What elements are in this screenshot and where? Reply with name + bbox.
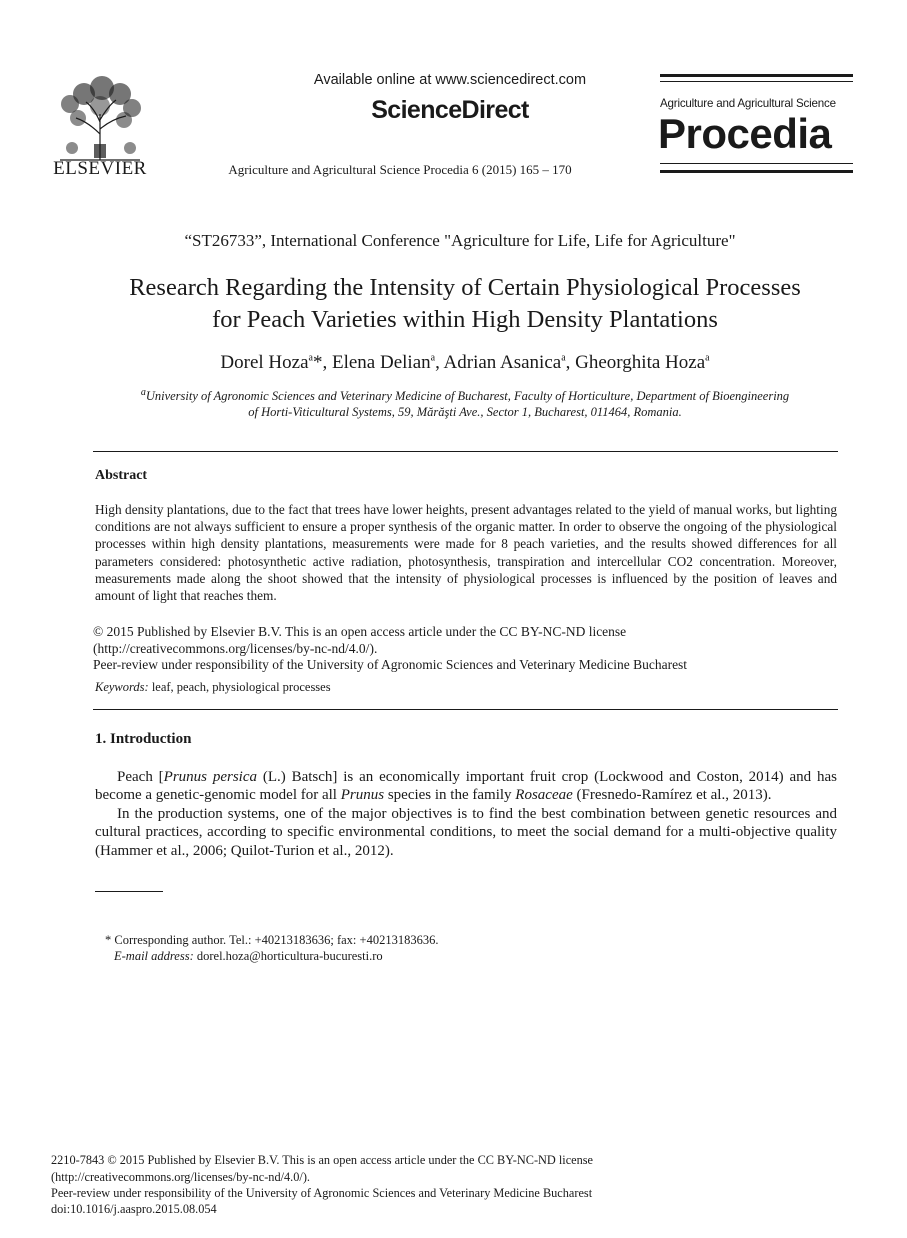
footer-paren-close: ). [302,1170,310,1184]
footer-doi: doi:10.1016/j.aaspro.2015.08.054 [51,1202,217,1216]
corresponding-author: * Corresponding author. Tel.: +40213183636; fax: +40213183636. [105,933,439,947]
footer-paren-open: ( [51,1170,56,1184]
peer-review-notice: Peer-review under responsibility of the University of Agronomic Sciences and Veterinary Medicine Bucharest [93,657,688,672]
p1-species: Prunus persica [163,769,257,785]
footer-license-link[interactable]: http://creativecommons.org/licenses/by-nc-nd/4.0/ [55,1170,303,1184]
keywords-label: Keywords: [95,680,149,694]
elsevier-wordmark: ELSEVIER [53,158,147,179]
introduction-heading: 1. Introduction [95,731,192,747]
p1-text-b: (L.) Batsch] is an economically important fruit crop (Lockwood and Coston, 2014) and has become a genetic-genomic model for all [95,769,837,804]
procedia-top-rule [660,74,853,77]
divider-top [93,451,838,452]
elsevier-logo [50,74,150,182]
intro-paragraph-2 [95,805,837,860]
copyright-notice [93,624,835,657]
procedia-bottom-thin-rule [660,163,853,164]
p2-text: In the production systems, one of the major objectives is to find the best combination between genetic resources and cultural practices, according to specific environmental conditions, to meet the social demand for a multi-objective quality (Hammer et al., 2006; Quilot-Turion et al., 2012). [95,806,837,859]
footer-issn-line: 2210-7843 © 2015 Published by Elsevier B.V. This is an open access article under the CC BY-NC-ND license [51,1153,594,1167]
author-email [114,949,383,964]
intro-paragraph-1 [95,768,837,805]
sciencedirect-logo: ScienceDirect [371,96,529,124]
title-line-2: for Peach Varieties within High Density Plantations [212,306,718,333]
author-name: Gheorghita Hoza [575,352,706,373]
keywords-list: leaf, peach, physiological processes [151,680,331,694]
copyright-line: © 2015 Published by Elsevier B.V. This is an open access article under the CC BY-NC-ND license [93,624,627,639]
p1-family: Rosaceae [515,787,573,804]
license-link[interactable]: http://creativecommons.org/licenses/by-nc-nd/4.0/ [97,640,370,656]
email-label: E-mail address: [114,949,194,963]
author-affiliation-mark: a [705,352,710,364]
divider-bottom [93,709,838,710]
affiliation [80,388,850,420]
author-affiliation-mark: a [561,352,566,364]
p1-text-a: Peach [ [117,769,164,785]
elsevier-tree-icon [50,74,150,162]
procedia-top-thin-rule [660,81,853,82]
email-address[interactable]: dorel.hoza@horticultura-bucuresti.ro [196,949,383,963]
available-online-text: Available online at www.sciencedirect.com [313,72,587,88]
corresponding-star: * [312,352,323,373]
procedia-subtitle: Agriculture and Agricultural Science [660,97,836,110]
author-affiliation-mark: a [430,352,436,364]
author-name: Elena Delian [331,352,431,373]
author-affiliation-mark: a [308,352,313,364]
author-separator: , [435,352,444,373]
footer-peer-review: Peer-review under responsibility of the University of Agronomic Sciences and Veterinary Medicine Bucharest [51,1186,593,1200]
journal-citation: Agriculture and Agricultural Science Procedia 6 (2015) 165 – 170 [228,162,572,177]
paren-open: ( [93,640,98,656]
procedia-bottom-rule [660,170,853,173]
procedia-title: Procedia [658,110,832,157]
keywords [95,680,837,695]
abstract-heading: Abstract [95,468,148,483]
author-name: Dorel Hoza [220,352,309,373]
article-title [60,272,870,336]
p1-text-c: species in the family [384,787,516,804]
footer-license-line [51,1170,310,1185]
affiliation-mark: a [140,386,146,398]
abstract-text: High density plantations, due to the fact that trees have lower heights, present advantages related to the yield of manual works, but lighting conditions are not always sufficient to ensure a proper synthesis of the organic matter. In order to observe the ongoing of the physiological processes within high density plantations, measurements were made for 8 peach varieties, and the results showed differences for all parameters considered: photosynthetic active radiation, photosynthesis, transpiration and intercellular CO2 concentration. Moreover, measurements made along the shoot showed that the intensity of physiological processes is influenced by the position of leaves and amount of light that reaches them. [95,502,837,604]
paren-close: ). [369,640,378,656]
procedia-logo [660,72,853,176]
title-line-1: Research Regarding the Intensity of Certain Physiological Processes [129,274,801,301]
author-name: Adrian Asanica [443,352,562,373]
author-separator: , [565,352,576,373]
footnote-rule [95,891,163,892]
conference-name: “ST26733”, International Conference "Agriculture for Life, Life for Agriculture" [184,231,736,250]
author-separator: , [322,352,332,373]
p1-genus: Prunus [340,787,385,804]
affiliation-line-1: University of Agronomic Sciences and Veterinary Medicine of Bucharest, Faculty of Horticulture, Department of Bioengineering [145,389,790,403]
p1-text-d: (Fresnedo-Ramírez et al., 2013). [572,787,772,804]
author-list [60,352,870,374]
affiliation-line-2: of Horti-Viticultural Systems, 59, Mărăşti Ave., Sector 1, Bucharest, 011464, Romania. [248,405,682,419]
